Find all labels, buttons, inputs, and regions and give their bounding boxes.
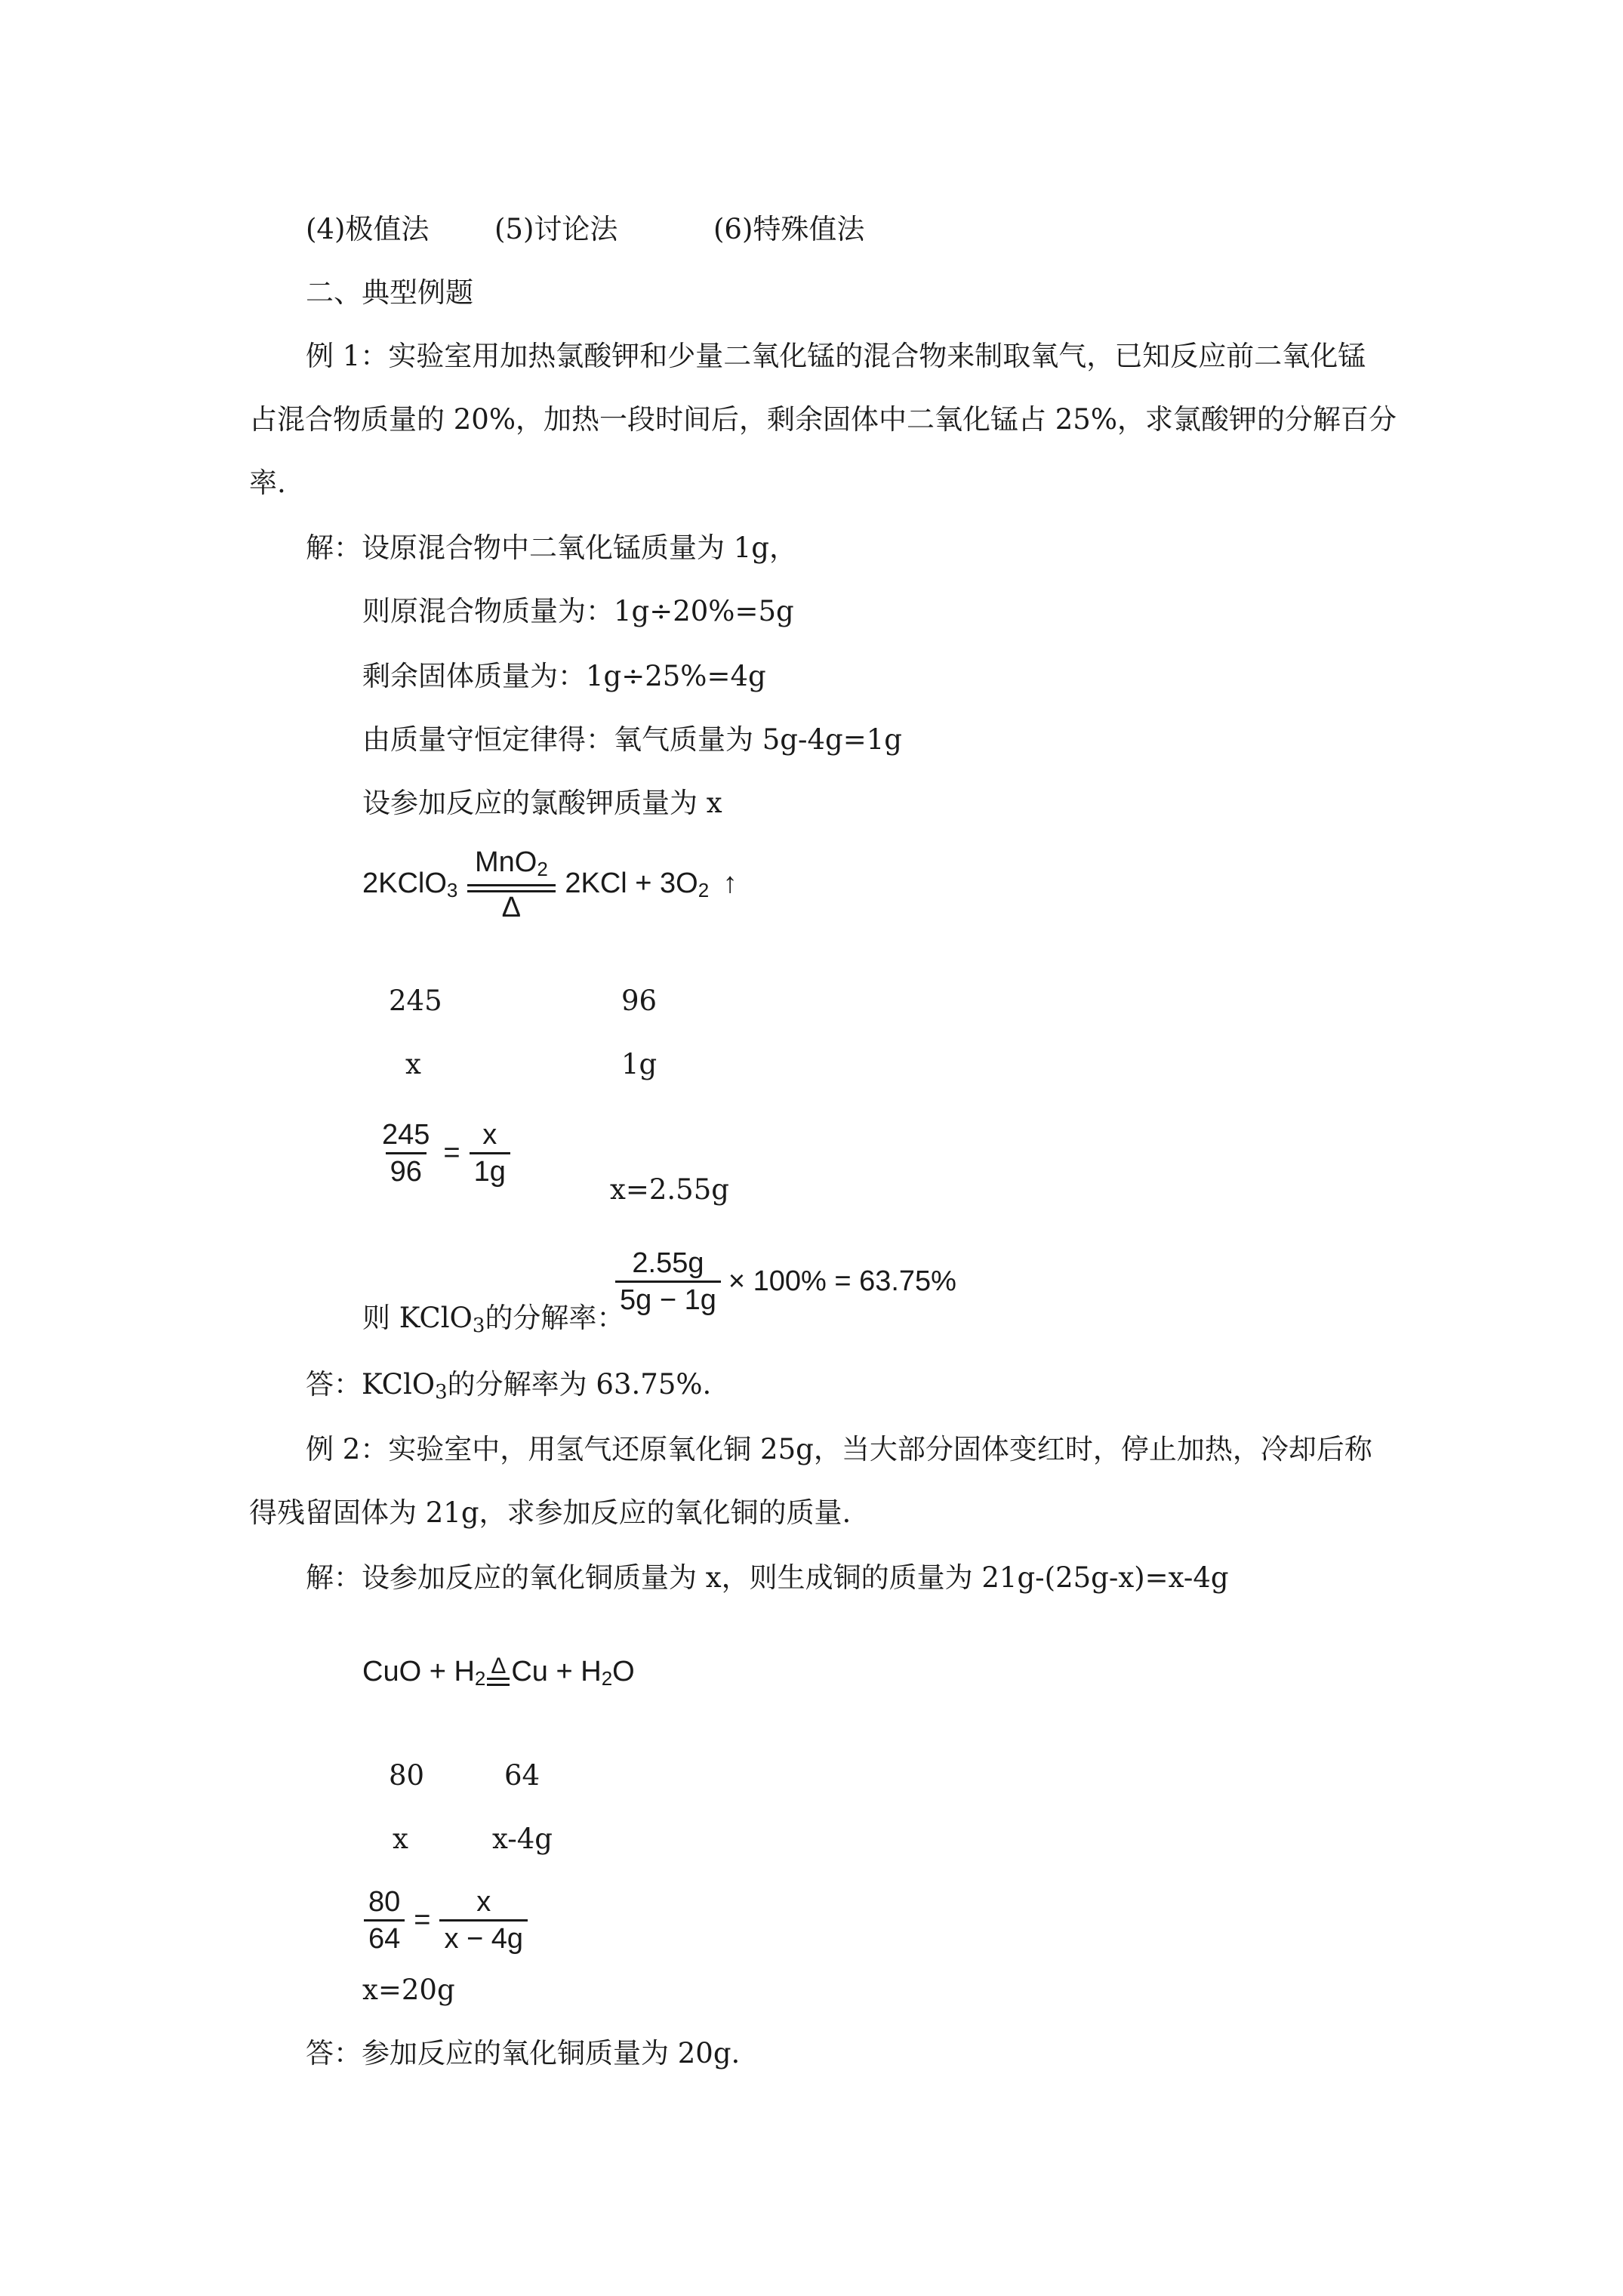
prop1-den1: 96	[386, 1152, 427, 1189]
example1-solution-step5: 设参加反应的氯酸钾质量为 x	[362, 787, 722, 819]
rate-den: 5g − 1g	[615, 1281, 721, 1318]
prop2-num2: x	[476, 1886, 491, 1918]
eq2-products: Cu + H	[511, 1656, 602, 1687]
example2-copper-mass: x-4g	[492, 1823, 553, 1855]
rate-num: 2.55g	[632, 1247, 704, 1279]
example1-unknown-x: x	[405, 1048, 421, 1080]
eq1-heat-symbol: Δ	[501, 892, 522, 923]
method-special-value: (6)特殊值法	[713, 213, 865, 245]
eq2-heat-symbol: Δ	[491, 1653, 507, 1678]
example1-solution-step1: 解：设原混合物中二氧化锰质量为 1g，	[306, 532, 797, 564]
eq2-products-sub: 2	[601, 1667, 613, 1690]
example2-question-line1: 例 2：实验室中，用氢气还原氧化铜 25g，当大部分固体变红时，停止加热，冷却后称	[306, 1433, 1372, 1465]
answer1-tail: 的分解率为 63.75%.	[447, 1368, 712, 1401]
eq2-condition	[487, 1655, 510, 1697]
answer1-sub: 3	[435, 1381, 448, 1404]
prop1-num2: x	[482, 1119, 497, 1151]
example2-mass-80: 80	[389, 1759, 425, 1792]
eq1-catalyst: MnO	[474, 846, 537, 878]
example1-proportion	[377, 1117, 510, 1189]
prop2-num1: 80	[368, 1886, 401, 1918]
eq1-catalyst-sub: 2	[537, 858, 548, 880]
gas-arrow-icon: ↑	[722, 868, 738, 900]
prop2-den1: 64	[364, 1919, 405, 1956]
eq1-condition	[467, 847, 556, 923]
eq1-reactant-sub: 3	[446, 879, 458, 902]
rate-label-tail: 的分解率：	[485, 1302, 625, 1334]
example1-solution-step4: 由质量守恒定律得：氧气质量为 5g-4g=1g	[362, 723, 902, 756]
example1-oxygen-1g: 1g	[621, 1048, 658, 1080]
example2-reaction-equation	[362, 1653, 635, 1697]
prop2-den2: x − 4g	[439, 1919, 528, 1956]
example1-reaction-equation	[362, 847, 738, 923]
example2-answer: 答：参加反应的氧化铜质量为 20g.	[306, 2037, 741, 2069]
eq2-equals-bar	[487, 1678, 510, 1686]
example2-proportion	[364, 1885, 528, 1956]
example1-mass-245: 245	[389, 985, 442, 1017]
prop1-num1: 245	[382, 1119, 430, 1151]
example1-solution-step3: 剩余固体质量为：1g÷25%=4g	[362, 660, 766, 692]
example2-question-line2: 得残留固体为 21g，求参加反应的氧化铜的质量.	[249, 1496, 852, 1529]
example1-mass-96: 96	[621, 985, 658, 1017]
eq2-reactants-sub: 2	[474, 1667, 486, 1690]
example1-rate-label	[362, 1300, 624, 1344]
prop1-den2: 1g	[470, 1152, 510, 1189]
rate-label-text: 则 KClO	[362, 1302, 473, 1334]
example1-question-line2: 占混合物质量的 20%，加热一段时间后，剩余固体中二氧化锰占 25%，求氯酸钾的分解百分	[249, 403, 1397, 436]
example1-question-line3: 率.	[249, 467, 286, 499]
example1-result: x=2.55g	[610, 1173, 729, 1206]
example1-question-line1: 例 1：实验室用加热氯酸钾和少量二氧化锰的混合物来制取氧气，已知反应前二氧化锰	[306, 340, 1366, 372]
answer1-pre: 答：KClO	[306, 1368, 436, 1401]
example2-mass-64: 64	[504, 1759, 540, 1792]
method-discussion: (5)讨论法	[494, 213, 618, 245]
eq2-reactants: CuO + H	[362, 1656, 475, 1687]
eq1-reactant: 2KClO	[362, 868, 447, 900]
example2-solution-step1: 解：设参加反应的氧化铜质量为 x，则生成铜的质量为 21g-(25g-x)=x-4g	[306, 1561, 1229, 1594]
example2-unknown-x: x	[393, 1823, 408, 1855]
eq1-products-sub: 2	[698, 879, 710, 902]
example1-rate-formula	[615, 1246, 956, 1318]
eq1-products: 2KCl + 3O	[565, 868, 698, 900]
prop2-equals: =	[414, 1904, 431, 1936]
section-title: 二、典型例题	[306, 276, 473, 309]
example2-result: x=20g	[362, 1974, 455, 2006]
example1-answer	[306, 1367, 711, 1410]
rate-tail: × 100% = 63.75%	[728, 1265, 956, 1297]
prop1-equals: =	[443, 1137, 460, 1169]
example1-solution-step2: 则原混合物质量为：1g÷20%=5g	[362, 595, 794, 627]
rate-label-sub: 3	[472, 1314, 485, 1337]
method-extreme-value: (4)极值法	[306, 213, 430, 245]
eq2-products-tail: O	[612, 1656, 635, 1687]
